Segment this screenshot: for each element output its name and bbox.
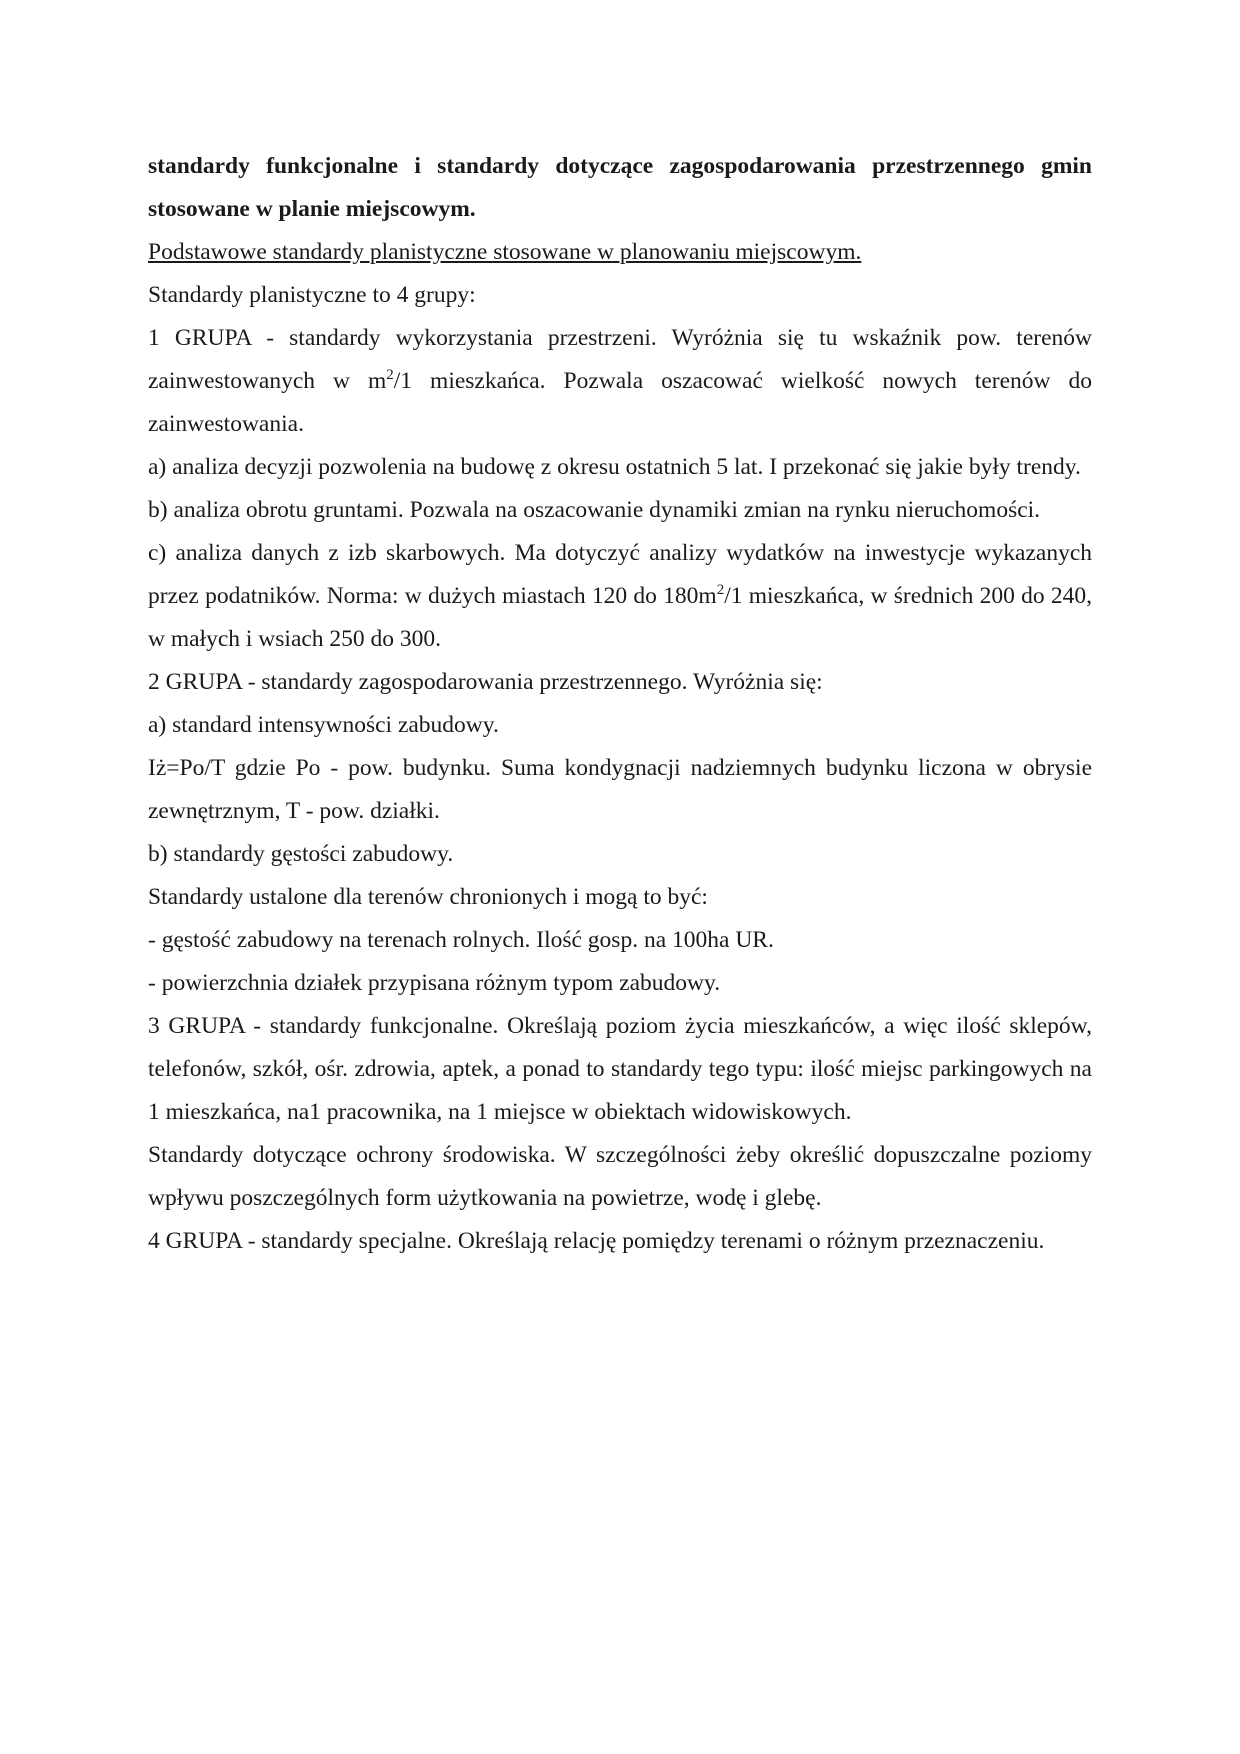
superscript: 2: [716, 582, 725, 599]
protected-item-2: - powierzchnia działek przypisana różnym typom zabudowy.: [148, 970, 721, 996]
document-title: standardy funkcjonalne i standardy dotyczące zagospodarowania przestrzennego gmin stosowane w planie miejscowym.: [148, 153, 1092, 222]
protected-item-1: - gęstość zabudowy na terenach rolnych. Ilość gosp. na 100ha UR.: [148, 927, 774, 953]
group-1-paragraph: [148, 317, 1092, 446]
environment-paragraph: Standardy dotyczące ochrony środowiska. W szczególności żeby określić dopuszczalne poziomy wpływu poszczególnych form użytkowania na powietrze, wodę i glebę.: [148, 1142, 1092, 1211]
protected-areas-paragraph: Standardy ustalone dla terenów chronionych i mogą to być:: [148, 884, 708, 910]
group-1-item-c-text-end: /1 mieszkańca, w średnich 200 do 240, w małych i wsiach 250 do 300.: [148, 583, 1092, 652]
group-3-paragraph: 3 GRUPA - standardy funkcjonalne. Określają poziom życia mieszkańców, a więc ilość sklepów, telefonów, szkół, ośr. zdrowia, aptek, a ponad to standardy tego typu: ilość miejsc parkingowych na 1 mieszkańca, na1 pracownika, na 1 miejsce w obiektach widowiskowych.: [148, 1013, 1092, 1125]
group-1-item-b: b) analiza obrotu gruntami. Pozwala na oszacowanie dynamiki zmian na rynku nieruchomości.: [148, 497, 1041, 523]
group-1-text: 1 GRUPA - standardy wykorzystania przestrzeni. Wyróżnia się tu wskaźnik pow. terenów zainwestowanych w m: [148, 325, 1092, 394]
group-1-item-c-text: c) analiza danych z izb skarbowych. Ma dotyczyć analizy wydatków na inwestycje wykazanych przez podatników. Norma: w dużych miastach 120 do 180m: [148, 540, 1092, 609]
group-1-item-a: a) analiza decyzji pozwolenia na budowę z okresu ostatnich 5 lat. I przekonać się jakie były trendy.: [148, 454, 1081, 480]
group-1-item-c: [148, 532, 1092, 661]
document-subtitle: Podstawowe standardy planistyczne stosowane w planowaniu miejscowym.: [148, 239, 862, 265]
superscript: 2: [386, 367, 394, 384]
group-2-paragraph: 2 GRUPA - standardy zagospodarowania przestrzennego. Wyróżnia się:: [148, 669, 823, 695]
group-2-formula: Iż=Po/T gdzie Po - pow. budynku. Suma kondygnacji nadziemnych budynku liczona w obrysie zewnętrznym, T - pow. działki.: [148, 755, 1092, 824]
intro-paragraph: Standardy planistyczne to 4 grupy:: [148, 282, 476, 308]
group-4-paragraph: 4 GRUPA - standardy specjalne. Określają relację pomiędzy terenami o różnym przeznaczeniu.: [148, 1228, 1045, 1254]
group-1-text-end: /1 mieszkańca. Pozwala oszacować wielkość nowych terenów do zainwestowania.: [148, 368, 1092, 437]
document-body: [148, 145, 1092, 1263]
group-2-item-b: b) standardy gęstości zabudowy.: [148, 841, 454, 867]
group-2-item-a: a) standard intensywności zabudowy.: [148, 712, 499, 738]
